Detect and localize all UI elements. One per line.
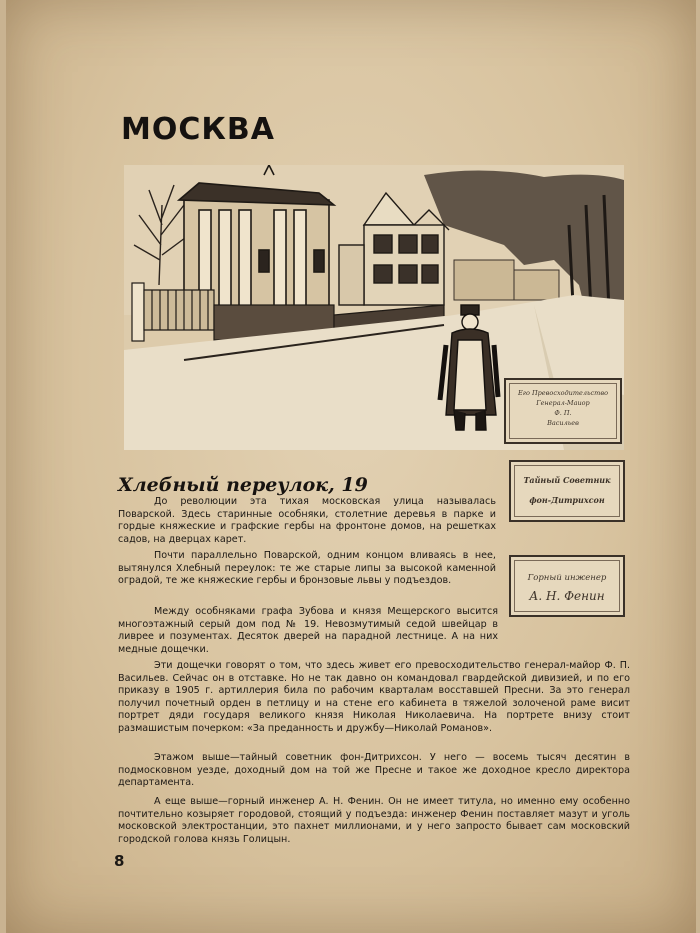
article-paragraph: До революции эта тихая московская улица называлась Поварской. Здесь старинные особняки, столетние деревья в парке и гордые княжеские и графские гербы на фронтоне домов, на решетках садов, на дверцах карет. <box>118 496 496 545</box>
article-paragraph: Между особняками графа Зубова и князя Мещерского высится многоэтажный серый дом под № 19. Невозмутимый седой швейцар в ливрее и позументах. Десяток дверей на парадной лестнице. А на них медные дощечки. <box>118 606 498 655</box>
nameplate-line: Васильев <box>547 419 579 427</box>
nameplate-line: Генерал-Маиор <box>536 399 590 407</box>
article-paragraph: Этажом выше—тайный советник фон-Дитрихсон. У него — восемь тысяч десятин в подмосковном уезде, доходный дом на той же Пресне и такое же доходное кресло директора департамента. <box>118 752 630 789</box>
page-number: 8 <box>114 852 125 870</box>
article-paragraph: А еще выше—горный инженер А. Н. Фенин. Он не имеет титула, но именно ему особенно почтительно козыряет городовой, стоящий у подъезда: инженер Фенин поставляет мазут и уголь московской электростанции, это пахнет миллионами, и у него запросто бывает сам московский городской голова князь Голицын. <box>118 796 630 845</box>
nameplate-line: Горный инженер <box>527 573 607 583</box>
book-page <box>6 0 696 933</box>
nameplate-ditrikhson <box>509 460 625 522</box>
nameplate-line: фон-Дитрихсон <box>529 495 605 505</box>
article-paragraph: Эти дощечки говорят о том, что здесь живет его превосходительство генерал-майор Ф. П. Васильев. Сейчас он в отставке. Но не так давно он командовал гвардейской дивизией, и по его приказу в 1905 г. артиллерия била по рабочим кварталам восставшей Пресни. За это генерал получил почетный орден в петлицу и на стене его кабинета в тяжелой золоченой раме висит портрет дяди государя великого князя Николая Николаевича. На портрете внизу стоит размашистым почерком: «За преданность и дружбу—Николай Романов». <box>118 660 630 734</box>
nameplate-fenin <box>509 555 625 617</box>
nameplate-vasiliev <box>504 378 622 444</box>
article-paragraph: Почти параллельно Поварской, одним концом вливаясь в нее, вытянулся Хлебный переулок: те же старые липы за высокой каменной оградой, те же княжеские гербы и бронзовые львы у подъездов. <box>118 550 496 587</box>
section-heading: МОСКВА <box>121 112 275 147</box>
nameplate-line: А. Н. Фенин <box>529 589 605 603</box>
nameplate-line: Тайный Советник <box>523 475 611 485</box>
nameplate-line: Его Превосходительство <box>517 389 609 397</box>
nameplate-line: Ф. П. <box>554 409 572 417</box>
article-title: Хлебный переулок, 19 <box>118 473 368 496</box>
